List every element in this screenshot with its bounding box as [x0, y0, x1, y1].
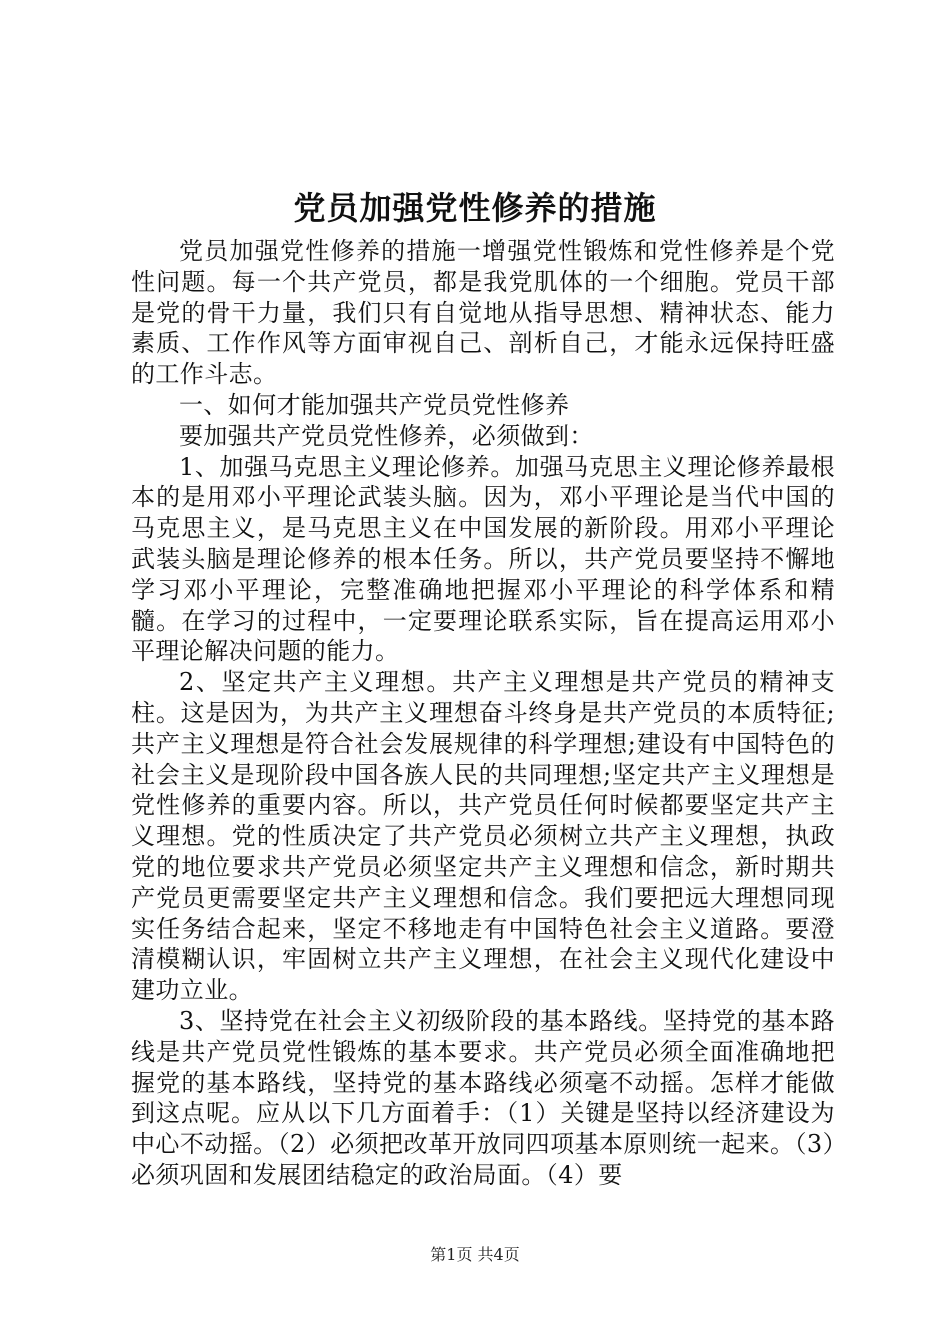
document-body — [131, 236, 835, 1191]
section-lead-paragraph: 要加强共产党员党性修养，必须做到： — [179, 421, 594, 450]
point-1-paragraph: 1、加强马克思主义理论修养。加强马克思主义理论修养最根本的是用邓小平理论武装头脑。因为，邓小平理论是当代中国的马克思主义，是马克思主义在中国发展的新阶段。用邓小平理论武装头脑是理论修养的根本任务。所以，共产党员要坚持不懈地学习邓小平理论，完整准确地把握邓小平理论的科学体系和精髓。在学习的过程中，一定要理论联系实际，旨在提高运用邓小平理论解决问题的能力。 — [131, 452, 835, 666]
intro-paragraph: 党员加强党性修养的措施一增强党性锻炼和党性修养是个党性问题。每一个共产党员，都是我党肌体的一个细胞。党员干部是党的骨干力量，我们只有自觉地从指导思想、精神状态、能力素质、工作作风等方面审视自己、剖析自己，才能永远保持旺盛的工作斗志。 — [131, 237, 835, 389]
section-heading: 一、如何才能加强共产党员党性修养 — [179, 390, 570, 419]
document-title: 党员加强党性修养的措施 — [293, 189, 657, 227]
point-2-paragraph: 2、坚定共产主义理想。共产主义理想是共产党员的精神支柱。这是因为，为共产主义理想奋斗终身是共产党员的本质特征;共产主义理想是符合社会发展规律的科学理想;建设有中国特色的社会主义是现阶段中国各族人民的共同理想;坚定共产主义理想是党性修养的重要内容。所以，共产党员任何时候都要坚定共产主义理想。党的性质决定了共产党员必须树立共产主义理想，执政党的地位要求共产党员必须坚定共产主义理想和信念，新时期共产党员更需要坚定共产主义理想和信念。我们要把远大理想同现实任务结合起来，坚定不移地走有中国特色社会主义道路。要澄清模糊认识，牢固树立共产主义理想，在社会主义现代化建设中建功立业。 — [131, 668, 835, 1005]
page-number-footer: 第1页 共4页 — [430, 1245, 520, 1264]
point-3-paragraph: 3、坚持党在社会主义初级阶段的基本路线。坚持党的基本路线是共产党员党性锻炼的基本要求。共产党员必须全面准确地把握党的基本路线，坚持党的基本路线必须毫不动摇。怎样才能做到这点呢。应从以下几方面着手：（1）关键是坚持以经济建设为中心不动摇。（2）必须把改革开放同四项基本原则统一起来。（3）必须巩固和发展团结稳定的政治局面。（4）要 — [131, 1006, 835, 1189]
